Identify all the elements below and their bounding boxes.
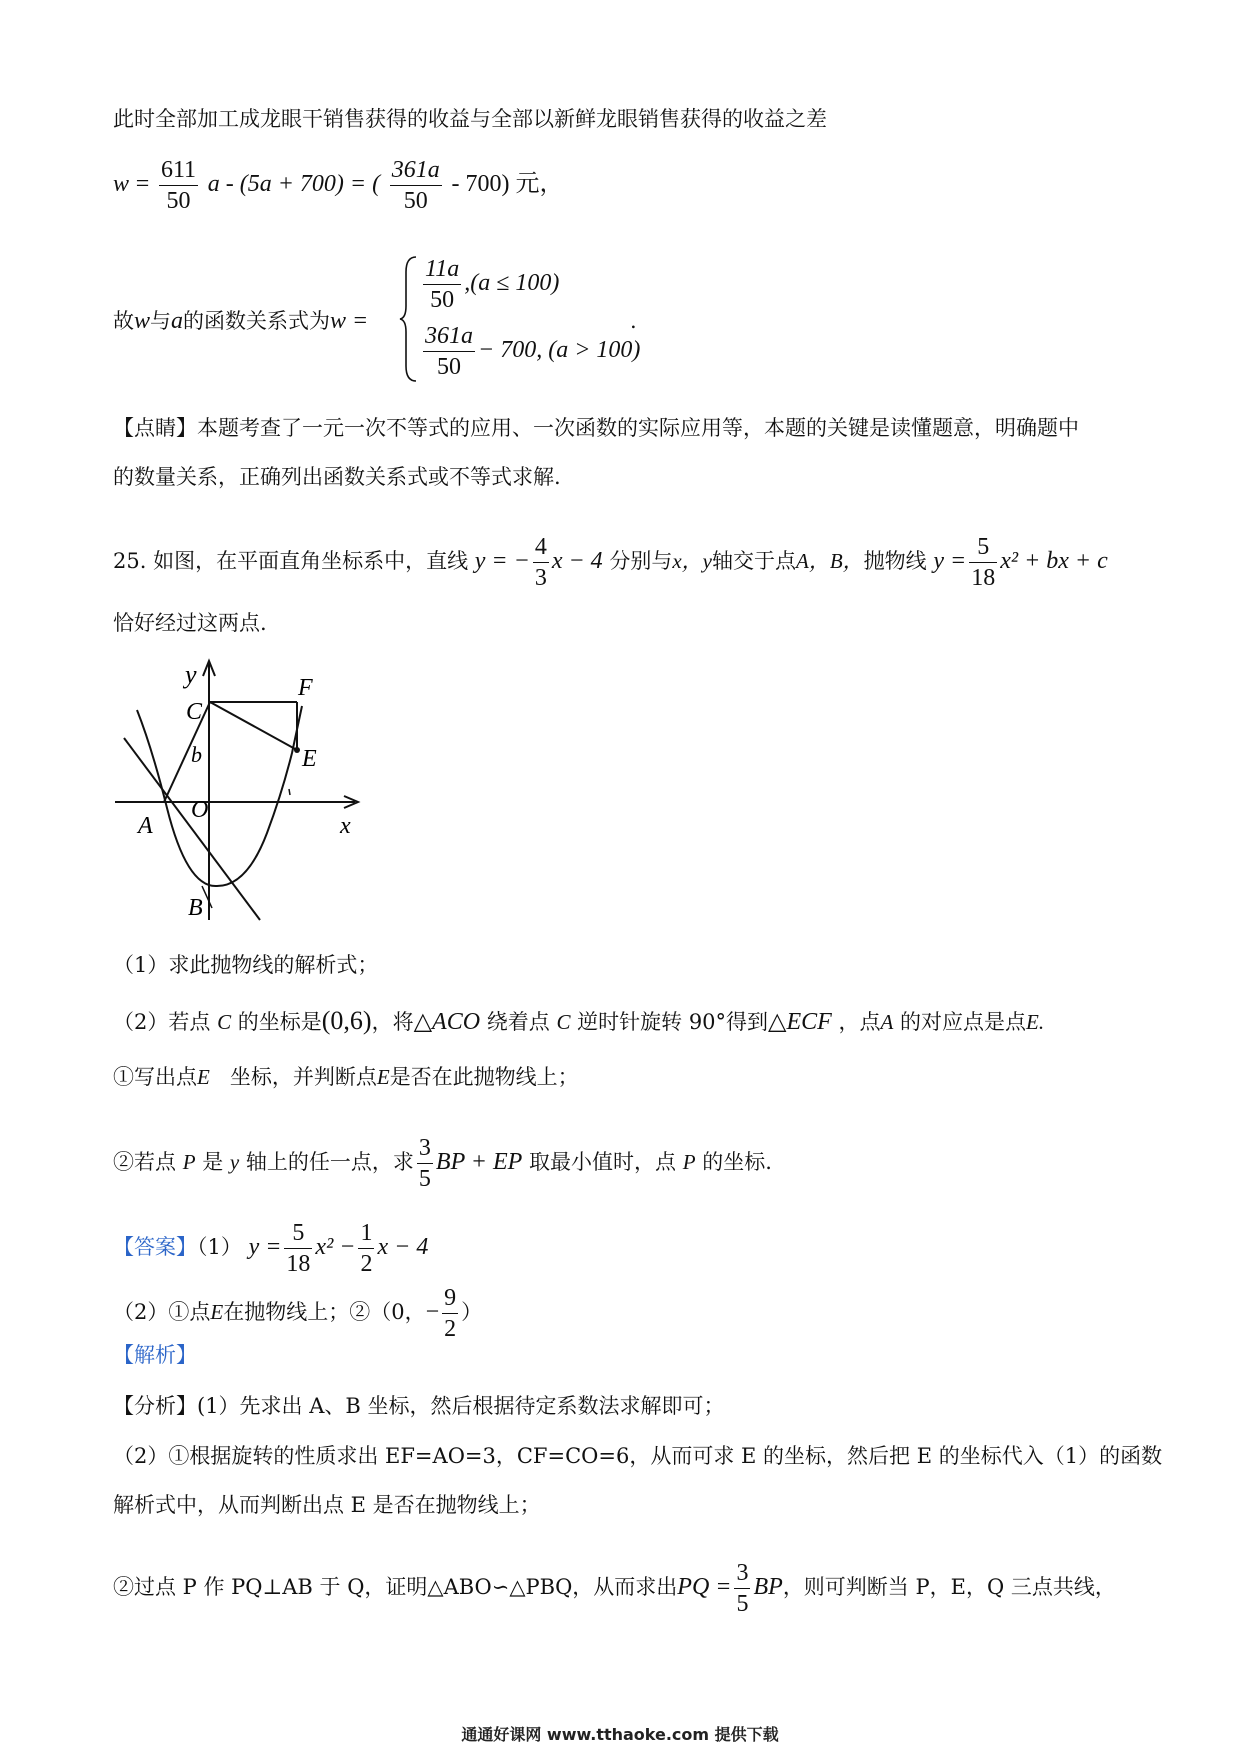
piecewise-intro: 故w与a的函数关系式为w = xyxy=(113,308,369,334)
label-o: O xyxy=(191,797,209,823)
label-a: A xyxy=(138,813,153,839)
label-y: y xyxy=(185,660,197,689)
label-x: x xyxy=(340,813,351,839)
answer-line-1: 【答案】（1） y = $\frac{5}{18}$ x² − $\frac{1}{2}$ x − 4 xyxy=(113,1220,429,1277)
subquestion-1: （1）求此抛物线的解析式； xyxy=(113,953,379,977)
piecewise-case-1: $\frac{11a}{50}$ ,(a ≤ 100) xyxy=(425,256,560,313)
point-e xyxy=(294,747,300,753)
piecewise-period: . xyxy=(630,309,637,333)
segment-ce xyxy=(210,702,297,750)
subquestion-2-2: ②若点 P 是 y 轴上的任一点，求 $\frac{3}{5}$ BP + EP 取最小值时，点 P 的坐标. xyxy=(113,1135,772,1192)
dianjing-line-2: 的数量关系，正确列出函数关系式或不等式求解. xyxy=(113,465,561,489)
question-25-line-1: 25. 如图，在平面直角坐标系中，直线 y = − $\frac{4}{3}$ x − 4 分别与x，y轴交于点A，B，抛物线 y = $\frac{5}{18}$ x² + bx + c xyxy=(113,534,1108,591)
dianjing-line-1: 【点睛】本题考查了一元一次不等式的应用、一次函数的实际应用等，本题的关键是读懂题意，明确题中 xyxy=(113,416,1079,440)
coordinate-figure xyxy=(112,658,370,928)
subquestion-2: （2）若点 C 的坐标是(0,6)，将△ACO 绕着点 C 逆时针旋转 90°得到△ECF ，点A 的对应点是点E. xyxy=(113,1006,1045,1035)
label-f: F xyxy=(298,675,313,701)
text-line-1: 此时全部加工成龙眼干销售获得的收益与全部以新鲜龙眼销售获得的收益之差 xyxy=(113,107,827,131)
label-b: B xyxy=(188,895,203,921)
fenxi-2-line-2: 解析式中，从而判断出点 E 是否在抛物线上； xyxy=(113,1493,541,1517)
label-c: C xyxy=(186,699,203,725)
equation-w: w = $\frac{611}{50}$ a - (5a + 700) = ( $\frac{361a}{50}$ - 700) 元， xyxy=(113,157,564,214)
page-footer: 通通好课网 www.tthaoke.com 提供下载 xyxy=(461,1725,779,1744)
fenxi-3-line: ②过点 P 作 PQ⊥AB 于 Q，证明△ABO∽△PBQ，从而求出PQ = $\frac{3}{5}$ BP，则可判断当 P，E，Q 三点共线， xyxy=(113,1560,1116,1617)
fenxi-line: 【分析】(1）先求出 A、B 坐标，然后根据待定系数法求解即可； xyxy=(113,1394,725,1418)
jiexi-heading: 【解析】 xyxy=(113,1343,197,1367)
fenxi-2-line-1: （2）①根据旋转的性质求出 EF=AO=3，CF=CO=6，从而可求 E 的坐标，然后把 E 的坐标代入（1）的函数 xyxy=(113,1444,1163,1468)
answer-line-2: （2）①点E在抛物线上；②（0，− $\frac{9}{2}$ ） xyxy=(113,1285,483,1342)
subquestion-2-1: ①写出点E 坐标，并判断点E是否在此抛物线上； xyxy=(113,1065,579,1089)
tick-mark xyxy=(289,789,290,795)
label-e: E xyxy=(302,746,317,772)
question-25-line-2: 恰好经过这两点. xyxy=(113,611,267,635)
piecewise-case-2: $\frac{361a}{50}$ − 700, (a > 100) xyxy=(425,323,641,380)
left-brace xyxy=(398,254,420,384)
parabola xyxy=(137,706,302,886)
label-b-small: b xyxy=(191,742,202,767)
tick-b xyxy=(202,886,212,908)
